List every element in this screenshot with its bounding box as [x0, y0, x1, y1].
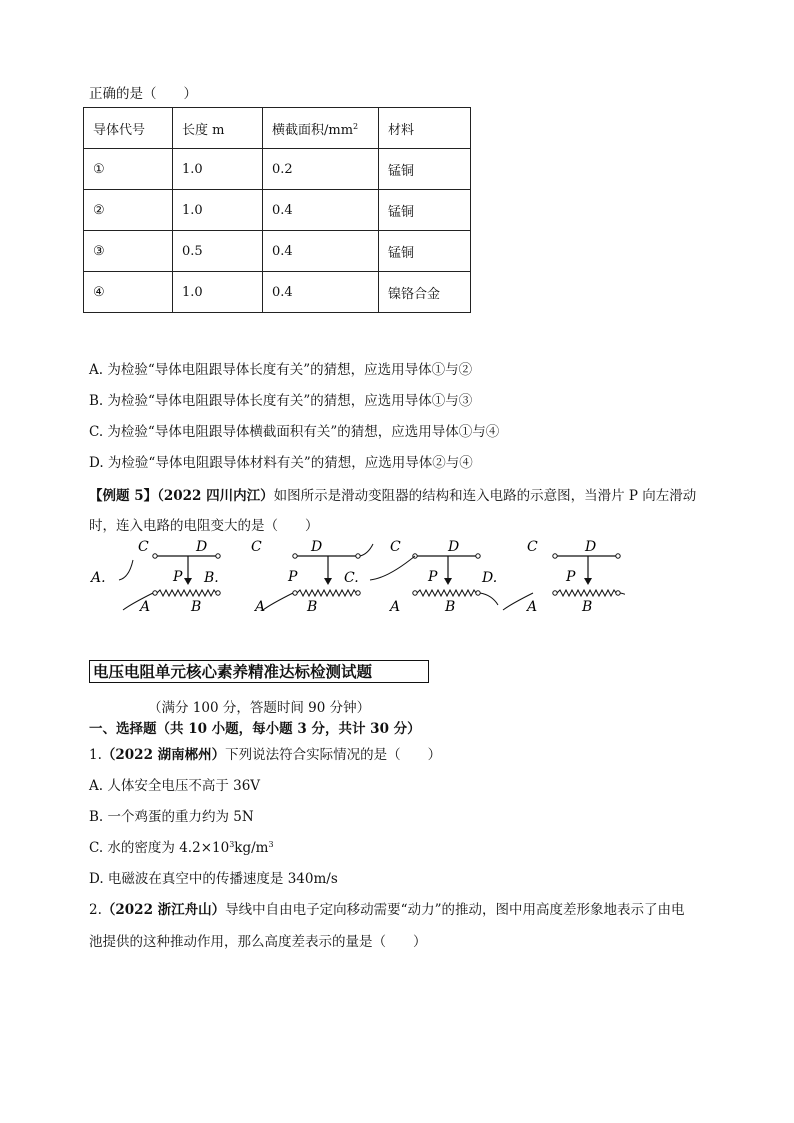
q1-text: 下列说法符合实际情况的是（ ） — [225, 747, 442, 763]
table-header: 横截面积$/mm^2$ — [263, 108, 379, 149]
example5-source: （2022 四川内江） — [157, 488, 274, 504]
table-cell: 0.4 — [263, 272, 379, 313]
example5-line1 — [89, 484, 696, 504]
option-label-b: B. — [204, 570, 219, 586]
table-cell: 1.0 — [173, 272, 263, 313]
conductor-table — [83, 107, 471, 313]
svg-text:D: D — [585, 539, 597, 555]
option-label-c: C. — [344, 570, 359, 586]
svg-text:P: P — [566, 569, 576, 585]
table-cell: 锰铜 — [379, 190, 471, 231]
option-d: D. 为检验“导体电阻跟导体材料有关”的猜想，应选用导体②与④ — [89, 455, 473, 471]
table-cell: 1.0 — [173, 149, 263, 190]
svg-text:D: D — [311, 539, 323, 555]
q1-num: 1. — [89, 747, 102, 763]
table-row — [84, 272, 471, 313]
svg-text:B: B — [307, 599, 318, 615]
table-header-row — [84, 108, 471, 149]
table-cell: ① — [84, 149, 173, 190]
part-heading: 一、选择题（共 10 小题，每小题 3 分，共计 30 分） — [89, 721, 421, 737]
svg-text:C: C — [527, 539, 538, 555]
svg-text:C: C — [390, 539, 401, 555]
example5-text: 如图所示是滑动变阻器的结构和连入电路的示意图，当滑片 P 向左滑动 — [273, 488, 697, 504]
q1-option-a: A. 人体安全电压不高于 36V — [89, 778, 261, 794]
q1-option-c: C. 水的密度为 $4.2\times 10^3kg/m^3$ — [89, 840, 274, 856]
option-a: A. 为检验“导体电阻跟导体长度有关”的猜想，应选用导体①与② — [89, 362, 473, 378]
option-label-a: A. — [91, 570, 106, 586]
table-cell: 锰铜 — [379, 149, 471, 190]
label-p: P — [173, 569, 183, 585]
table-header: 导体代号 — [84, 108, 173, 149]
q2-text: 导线中自由电子定向移动需要“动力”的推动，图中用高度差形象地表示了由电 — [225, 902, 685, 918]
q2-line1 — [89, 898, 684, 918]
example5-tag: 【例题 5】 — [89, 488, 158, 504]
exam-info: （满分 100 分，答题时间 90 分钟） — [148, 700, 371, 716]
label-a: A — [140, 599, 151, 615]
table-row — [84, 190, 471, 231]
q1-stem — [89, 743, 441, 763]
figure-d — [503, 539, 625, 615]
table-cell: 0.4 — [263, 190, 379, 231]
svg-text:P: P — [428, 569, 438, 585]
table-header: 长度 m — [173, 108, 263, 149]
table-cell: 锰铜 — [379, 231, 471, 272]
svg-text:A: A — [255, 599, 266, 615]
q2-num: 2. — [89, 902, 102, 918]
svg-text:A: A — [527, 599, 538, 615]
q1-source: （2022 湖南郴州） — [101, 747, 226, 763]
table-cell: 0.4 — [263, 231, 379, 272]
table-cell: 镍铬合金 — [379, 272, 471, 313]
label-c: C — [138, 539, 149, 555]
svg-text:C: C — [251, 539, 262, 555]
section-title: 电压电阻单元核心素养精准达标检测试题 — [89, 660, 429, 683]
rheostat-figures — [85, 538, 625, 618]
table-cell: ② — [84, 190, 173, 231]
svg-text:D: D — [448, 539, 460, 555]
label-d: D — [196, 539, 208, 555]
figure-c — [370, 539, 498, 615]
svg-text:P: P — [288, 569, 298, 585]
table-header: 材料 — [379, 108, 471, 149]
q2-line2: 池提供的这种推动作用，那么高度差表示的量是（ ） — [89, 934, 427, 950]
q2-source: （2022 浙江舟山） — [101, 902, 226, 918]
example5-line2: 时，连入电路的电阻变大的是（ ） — [89, 518, 319, 534]
table-cell: 0.5 — [173, 231, 263, 272]
table-cell: 1.0 — [173, 190, 263, 231]
svg-text:B: B — [582, 599, 593, 615]
table-row — [84, 149, 471, 190]
option-b: B. 为检验“导体电阻跟导体长度有关”的猜想，应选用导体①与③ — [89, 393, 473, 409]
svg-text:A: A — [390, 599, 401, 615]
intro-line: 正确的是（ ） — [89, 86, 197, 102]
label-b: B — [191, 599, 202, 615]
svg-text:B: B — [445, 599, 456, 615]
table-cell: ④ — [84, 272, 173, 313]
option-label-d: D. — [482, 570, 498, 586]
table-cell: ③ — [84, 231, 173, 272]
q1-option-b: B. 一个鸡蛋的重力约为 5N — [89, 809, 254, 825]
q1-option-d: D. 电磁波在真空中的传播速度是 340m/s — [89, 871, 338, 887]
option-c: C. 为检验“导体电阻跟导体横截面积有关”的猜想，应选用导体①与④ — [89, 424, 500, 440]
table-cell: 0.2 — [263, 149, 379, 190]
table-row — [84, 231, 471, 272]
